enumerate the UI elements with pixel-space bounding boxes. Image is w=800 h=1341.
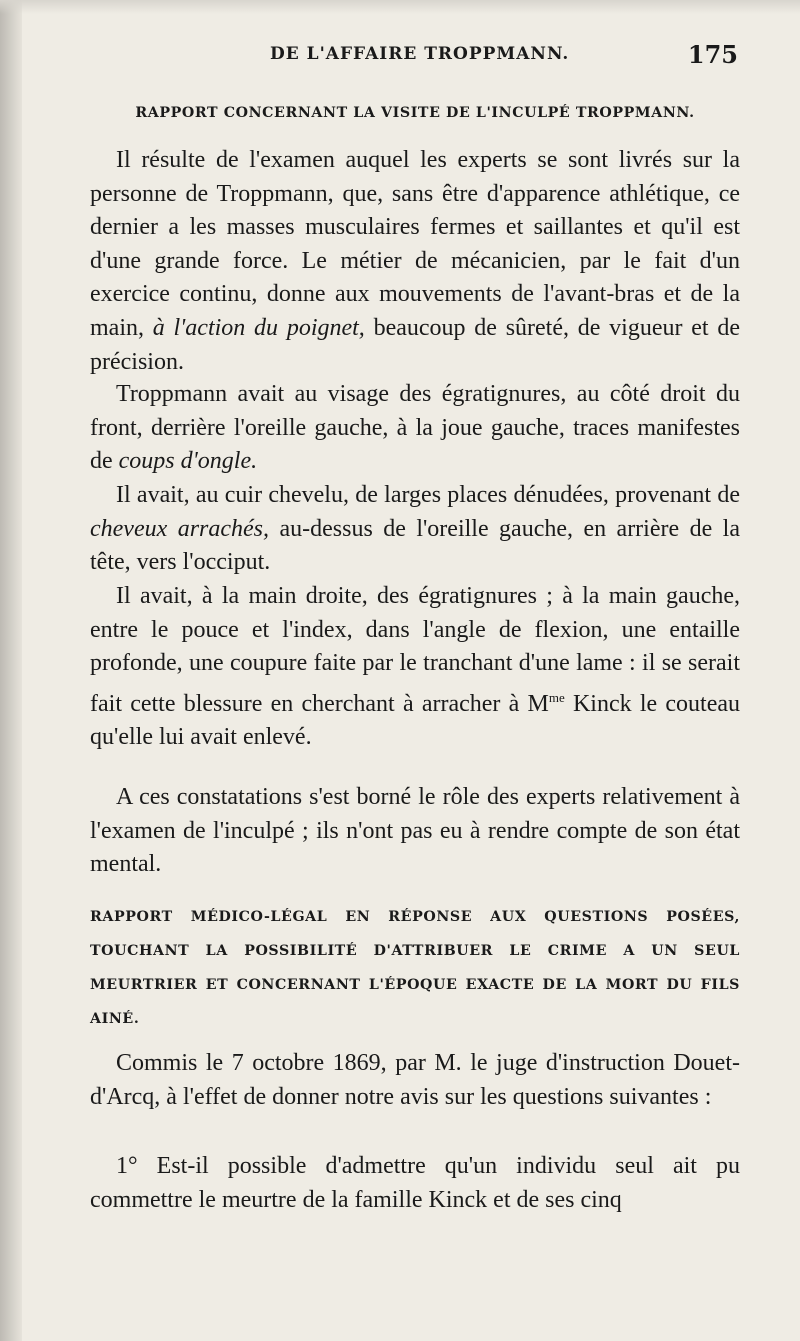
page-number: 175 [687,40,738,69]
paragraph-text: Il avait, au cuir chevelu, de larges places dénudées, provenant de [116,482,740,508]
paragraph [90,580,740,755]
page-top-shade [0,0,800,14]
paragraph-text: 1° Est-il possible d'admettre qu'un individu seul ait pu commettre le meurtre de la famille Kinck et de ses cinq [90,1153,740,1213]
page-header [90,40,740,74]
paragraph [90,144,740,379]
paragraph-text: Troppmann avait au visage des égratignures, au côté droit du front, derrière l'oreille gauche, à la joue gauche, traces manifestes de [90,381,740,475]
paragraph [90,781,740,882]
paragraph-text: Il résulte de l'examen auquel les experts se sont livrés sur la personne de Troppmann, que, sans être d'apparence athlétique, ce dernier a les masses musculaires fermes et saillantes et qu'il est d'une grande force. Le métier de mécanicien, par le fait d'un exercice continu, donne aux mouvements de l'avant-bras et de la main, [90,147,740,341]
running-head: DE L'AFFAIRE TROPPMANN. [270,44,570,64]
paragraph-text: Kinck le couteau qu'elle lui avait enlevé. [90,690,740,751]
italic-text: coups d'ongle. [118,448,258,475]
paragraph-text: au-dessus de l'oreille gauche, en arrière de la tête, vers l'occiput. [90,515,740,576]
binding-shadow [0,0,22,1341]
paragraph [90,1150,740,1217]
paragraph-text: A ces constatations s'est borné le rôle des experts relativement à l'examen de l'inculpé ; ils n'ont pas eu à rendre compte de son état mental. [90,784,740,878]
section-title-visite: RAPPORT CONCERNANT LA VISITE DE L'INCULPÉ TROPPMANN. [135,105,695,121]
paragraph [90,479,740,580]
italic-text: cheveux arrachés, [90,515,270,542]
paragraph-text: Il avait, à la main droite, des égratignures ; à la main gauche, entre le pouce et l'index, dans l'angle de flexion, une entaille profonde, une coupure faite par le tranchant d'une lame : il se serait fait cette blessure en cherchant à arracher à M [90,583,740,717]
paragraph-text: beaucoup de sûreté, de vigueur et de précision. [90,314,740,375]
superscript: me [548,689,565,705]
italic-text: à l'action du poignet, [152,314,365,341]
section-title-rapport-medico-legal: RAPPORT MÉDICO-LÉGAL EN RÉPONSE AUX QUESTIONS POSÉES, TOUCHANT LA POSSIBILITÉ D'ATTRIBUER LE CRIME A UN SEUL MEURTRIER ET CONCERNANT L'ÉPOQUE EXACTE DE LA MORT DU FILS AINÉ. [90,909,740,1027]
paragraph-text: Commis le 7 octobre 1869, par M. le juge d'instruction Douet-d'Arcq, à l'effet de donner notre avis sur les questions suivantes : [90,1050,740,1110]
paragraph [90,378,740,479]
paragraph [90,1047,740,1114]
